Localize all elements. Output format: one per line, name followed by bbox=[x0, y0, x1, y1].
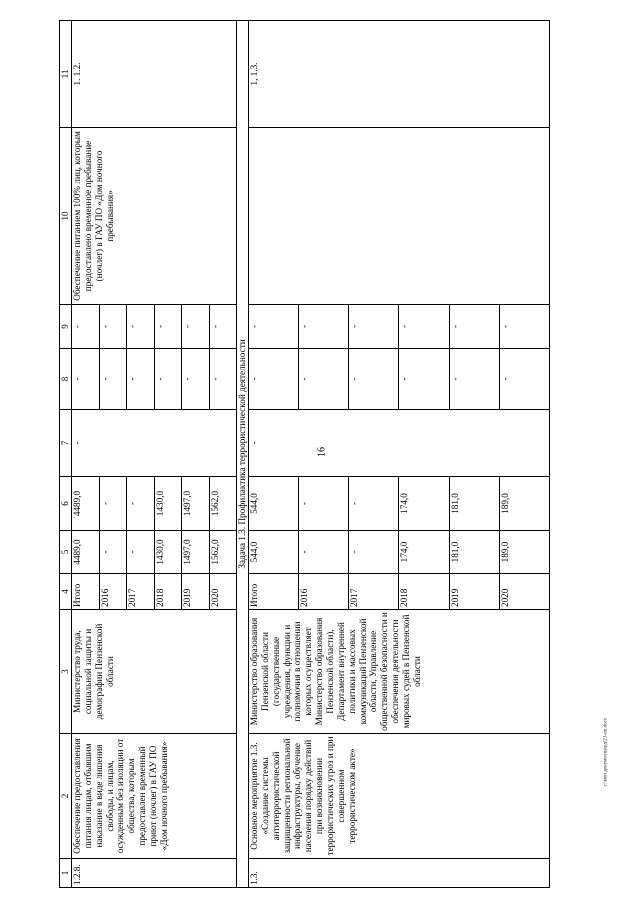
value-cell: - bbox=[349, 305, 399, 349]
value-cell: - bbox=[249, 410, 550, 477]
col-header: 6 bbox=[60, 477, 72, 531]
value-cell: - bbox=[449, 305, 499, 349]
header-row bbox=[60, 21, 72, 888]
value-cell: - bbox=[127, 349, 155, 410]
value-cell: - bbox=[399, 305, 449, 349]
link-cell: 1, 1.3. bbox=[249, 21, 550, 128]
year-cell: 2018 bbox=[154, 574, 182, 610]
year-cell: 2017 bbox=[349, 574, 399, 610]
value-cell: - bbox=[499, 349, 549, 410]
col-header: 1 bbox=[60, 859, 72, 888]
value-cell: - bbox=[127, 531, 155, 574]
value-cell: - bbox=[72, 349, 100, 410]
value-cell: 1430,0 bbox=[154, 531, 182, 574]
year-cell: 2016 bbox=[99, 574, 127, 610]
value-cell: 1430,0 bbox=[154, 477, 182, 531]
value-cell: - bbox=[99, 477, 127, 531]
col-header: 10 bbox=[60, 128, 72, 305]
value-cell: 189,0 bbox=[499, 477, 549, 531]
value-cell: - bbox=[182, 349, 210, 410]
row-number: 1.3. bbox=[249, 859, 550, 888]
year-cell: 2020 bbox=[209, 574, 237, 610]
year-cell: 2016 bbox=[299, 574, 349, 610]
value-cell: 174,0 bbox=[399, 531, 449, 574]
value-cell: 544,0 bbox=[249, 531, 299, 574]
executor: Министерство образования Пензенской области (государственные учреждения, функции и полномочия в отношении которых осуществляет Министерство образования Пензенской области), Департамент внутренней политики и массовых коммуникаций Пензенской области, Управление общественной безопасности и обеспечения деятельности мировых судей в Пензенской области bbox=[249, 610, 550, 734]
value-cell: 544,0 bbox=[249, 477, 299, 531]
col-header: 2 bbox=[60, 734, 72, 859]
task-row bbox=[237, 21, 249, 888]
result-cell: Обеспечение питанием 100% лиц, которым предоставлено временное пребывание (ночлег) в ГАУ ПО «Дом ночного пребывания» bbox=[72, 128, 237, 305]
value-cell: - bbox=[249, 349, 299, 410]
value-cell: - bbox=[72, 410, 237, 477]
value-cell: 1562,0 bbox=[209, 531, 237, 574]
task-title: Задача 1.3. Профилактика террористической деятельности bbox=[237, 21, 249, 888]
footer-filepath: c:\мои документы\рд\21-пп.docx bbox=[603, 717, 609, 787]
value-cell: - bbox=[99, 531, 127, 574]
col-header: 11 bbox=[60, 21, 72, 128]
value-cell: - bbox=[349, 531, 399, 574]
page-number: 16 bbox=[316, 447, 328, 457]
value-cell: - bbox=[299, 305, 349, 349]
year-cell: Итого bbox=[72, 574, 100, 610]
value-cell: - bbox=[209, 349, 237, 410]
value-cell: - bbox=[349, 477, 399, 531]
executor: Министерство труда, социальной защиты и демографии Пензенской области bbox=[72, 610, 237, 734]
value-cell: - bbox=[127, 477, 155, 531]
table-row bbox=[249, 21, 299, 888]
value-cell: 4489,0 bbox=[72, 477, 100, 531]
year-cell: 2019 bbox=[449, 574, 499, 610]
value-cell: - bbox=[154, 305, 182, 349]
value-cell: 189,0 bbox=[499, 531, 549, 574]
value-cell: - bbox=[99, 305, 127, 349]
value-cell: - bbox=[499, 305, 549, 349]
value-cell: 181,0 bbox=[449, 477, 499, 531]
value-cell: 181,0 bbox=[449, 531, 499, 574]
year-cell: 2018 bbox=[399, 574, 449, 610]
value-cell: 1497,0 bbox=[182, 477, 210, 531]
value-cell: - bbox=[449, 349, 499, 410]
result-cell bbox=[249, 128, 550, 305]
link-cell: 1. 1.2. bbox=[72, 21, 237, 128]
measure-name: Основное мероприятие 1.3. «Создание системы антитеррористической защищенности региональной инфраструктуры, обучение населения порядку действий при возникновении террористических угроз и при совершенном террористическом акте» bbox=[249, 734, 550, 859]
value-cell: - bbox=[154, 349, 182, 410]
value-cell: 1562,0 bbox=[209, 477, 237, 531]
value-cell: - bbox=[72, 305, 100, 349]
col-header: 9 bbox=[60, 305, 72, 349]
value-cell: - bbox=[182, 305, 210, 349]
row-number: 1.2.8. bbox=[72, 859, 237, 888]
program-table bbox=[59, 20, 550, 888]
value-cell: - bbox=[299, 349, 349, 410]
year-cell: 2020 bbox=[499, 574, 549, 610]
value-cell: - bbox=[99, 349, 127, 410]
col-header: 8 bbox=[60, 349, 72, 410]
year-cell: 2019 bbox=[182, 574, 210, 610]
value-cell: - bbox=[127, 305, 155, 349]
value-cell: - bbox=[299, 477, 349, 531]
col-header: 4 bbox=[60, 574, 72, 610]
value-cell: - bbox=[209, 305, 237, 349]
value-cell: - bbox=[249, 305, 299, 349]
value-cell: 4489,0 bbox=[72, 531, 100, 574]
measure-name: Обеспечение предоставления питания лицам, отбывшим наказание в виде лишения свободы, и лицам, осужденным без изоляции от общества, которым предоставлен временный приют (ночлег) в ГАУ ПО «Дом ночного пребывания» bbox=[72, 734, 237, 859]
table-row bbox=[72, 21, 100, 888]
value-cell: 1497,0 bbox=[182, 531, 210, 574]
table-rotated-container bbox=[59, 21, 579, 888]
col-header: 7 bbox=[60, 410, 72, 477]
value-cell: - bbox=[299, 531, 349, 574]
year-cell: Итого bbox=[249, 574, 299, 610]
value-cell: - bbox=[349, 349, 399, 410]
col-header: 5 bbox=[60, 531, 72, 574]
year-cell: 2017 bbox=[127, 574, 155, 610]
col-header: 3 bbox=[60, 610, 72, 734]
value-cell: - bbox=[399, 349, 449, 410]
value-cell: 174,0 bbox=[399, 477, 449, 531]
